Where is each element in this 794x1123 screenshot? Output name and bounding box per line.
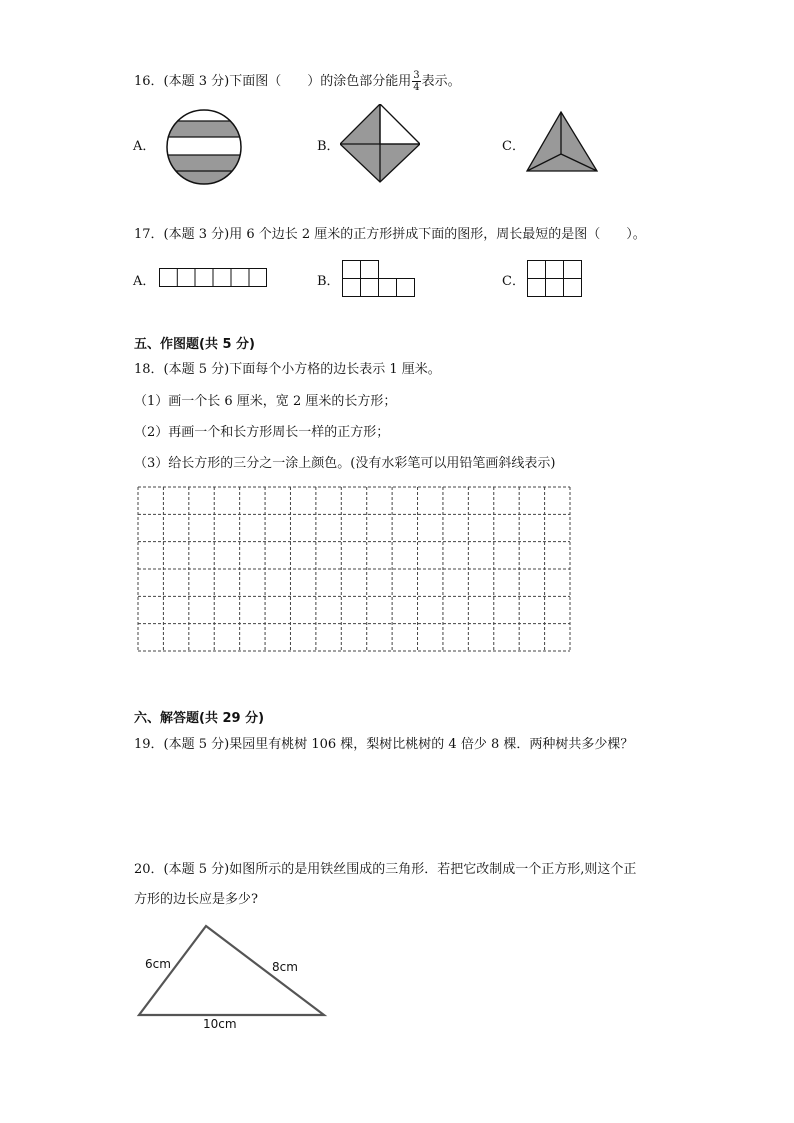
section-6-title: 六、解答题(共 29 分) <box>134 711 265 726</box>
q16-figure-c-triangle <box>525 110 600 174</box>
q17-text: 17．(本题 3 分)用 6 个边长 2 厘米的正方形拼成下面的图形，周长最短的是图（ ）。 <box>134 227 646 242</box>
section-5-title: 五、作图题(共 5 分) <box>134 337 255 352</box>
q17-figure-c-shape <box>527 260 585 298</box>
q17-option-c-label: C． <box>502 274 525 289</box>
q20-label-right: 8cm <box>272 960 298 974</box>
q18-sub1: （1）画一个长 6 厘米，宽 2 厘米的长方形； <box>134 394 397 409</box>
q16-text <box>134 70 461 93</box>
q16-figure-a-circle <box>164 107 244 187</box>
q20-text-line1: 20．(本题 5 分)如图所示的是用铁丝围成的三角形．若把它改制成一个正方形,则这个正 <box>134 862 637 877</box>
q20-label-bottom: 10cm <box>203 1017 237 1031</box>
q18-text: 18．(本题 5 分)下面每个小方格的边长表示 1 厘米。 <box>134 362 441 377</box>
q20-label-left: 6cm <box>145 957 171 971</box>
q17-option-a-label: A． <box>133 274 156 289</box>
q16-text-after: 表示。 <box>421 74 461 89</box>
q17-figure-b-shape <box>342 260 418 298</box>
q17-figure-a-row <box>159 268 269 288</box>
q16-option-c-label: C． <box>502 139 525 154</box>
fraction-numerator: 3 <box>413 70 420 81</box>
q16-option-a-label: A． <box>133 139 156 154</box>
q20-triangle-figure <box>136 922 332 1020</box>
fraction <box>412 70 420 93</box>
q18-dashed-grid <box>137 486 571 652</box>
q20-text-line2: 方形的边长应是多少? <box>134 892 258 907</box>
q17-option-b-label: B． <box>317 274 340 289</box>
q18-sub3: （3）给长方形的三分之一涂上颜色。(没有水彩笔可以用铅笔画斜线表示) <box>134 456 556 471</box>
fraction-denominator: 4 <box>413 82 420 93</box>
q16-option-b-label: B． <box>317 139 340 154</box>
q16-figure-b-diamond <box>340 104 420 184</box>
q18-sub2: （2）再画一个和长方形周长一样的正方形； <box>134 425 390 440</box>
q19-text: 19．(本题 5 分)果园里有桃树 106 棵，梨树比桃树的 4 倍少 8 棵．两种树共多少棵？ <box>134 737 634 752</box>
q16-text-before: 16．(本题 3 分)下面图（ ）的涂色部分能用 <box>134 74 412 89</box>
